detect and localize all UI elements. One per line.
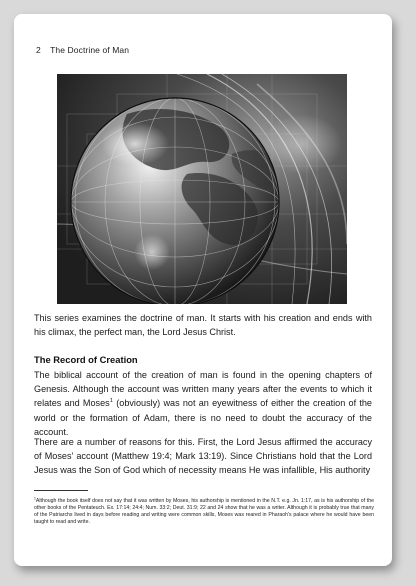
document-page bbox=[14, 14, 392, 566]
running-header bbox=[36, 45, 129, 55]
reasons-paragraph: There are a number of reasons for this. First, the Lord Jesus affirmed the accuracy of Moses' account (Matthew 19:4; Mark 13:19). Since Christians hold that the Lord Jesus was the Son of God which of necessity means He was infallible, His authority bbox=[34, 437, 372, 476]
creation-paragraph bbox=[34, 368, 372, 439]
running-title: The Doctrine of Man bbox=[50, 45, 130, 55]
globe-image bbox=[57, 74, 347, 304]
globe-illustration bbox=[57, 74, 347, 304]
creation-text-end: (obviously) was not an eyewitness of either the creation of the world or the formation of Adam, there is no need to doubt the accuracy of the account. bbox=[34, 398, 372, 437]
footnote-marker: 1 bbox=[34, 496, 36, 501]
creation-text-start: The biblical account of the creation of man is found in the opening chapters of Genesis. Although the account was written many years after the events to which it relates and Moses bbox=[34, 370, 372, 409]
footnote bbox=[34, 498, 374, 526]
footnote-text: Although the book itself does not say that it was written by Moses, his authorship is mentioned in the N.T. e.g. Jn. 1:17, as is his authorship of the other books of the Pentateuch. Ex. 17:14; 24:4; Num. 33:2; Deut. 31:9; 22 and 24 show that he was a writer. Although it is probably true that many of the Patriarchs lived in days before reading and writing were common skills, Moses was reared in Pharaoh's palace where he would have been taught to read and write. bbox=[34, 498, 374, 526]
page-number: 2 bbox=[36, 45, 41, 55]
footnote-reference: 1 bbox=[109, 398, 114, 405]
intro-paragraph: This series examines the doctrine of man. It starts with his creation and ends with his climax, the perfect man, the Lord Jesus Christ. bbox=[34, 313, 372, 338]
footnote-rule bbox=[34, 490, 88, 491]
section-heading: The Record of Creation bbox=[34, 354, 138, 365]
